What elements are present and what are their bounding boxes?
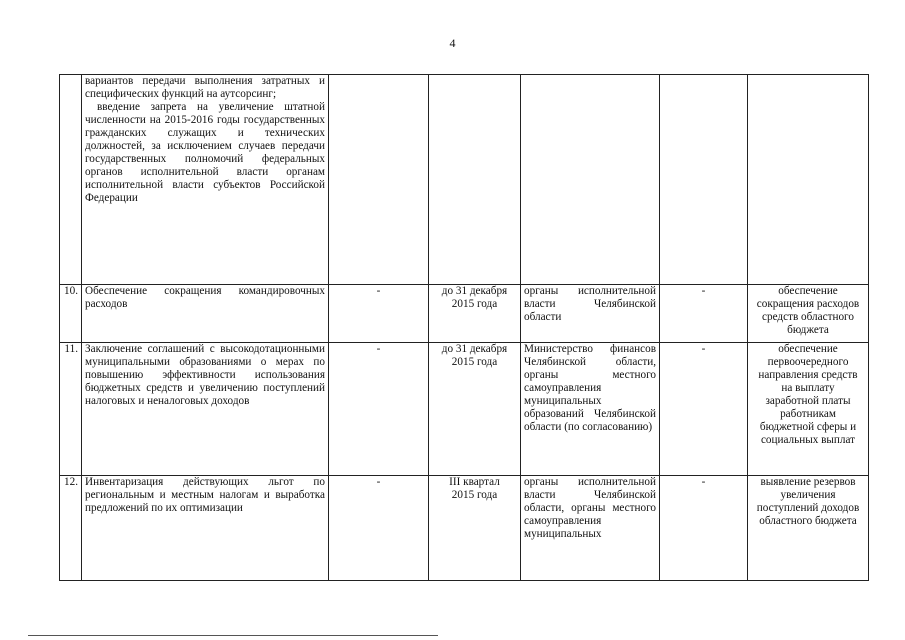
result-cell: обеспечение первоочередного направления средств на выплату заработной платы работникам бюджетной сферы и социальных выплат [748,343,869,476]
funding-cell [329,75,429,285]
term-cell [429,75,521,285]
action-cell: Обеспечение сокращения командировочных расходов [82,285,329,343]
term-cell: до 31 декабря 2015 года [429,343,521,476]
executor-cell: органы исполнительной власти Челябинской области, органы местного самоуправления муниципальных [521,476,660,581]
effect-cell: - [660,476,748,581]
table-row [60,285,869,343]
result-cell: выявление резервов увеличения поступлений доходов областного бюджета [748,476,869,581]
action-text-part: введение запрета на увеличение штатной численности на 2015-2016 годы государственных гражданских служащих и технических должностей, за исключением случаев передачи государственных полномочий федеральных органов исполнительной власти органам исполнительной власти субъектов Российской Федерации [85,101,325,204]
measures-table [59,74,869,581]
funding-cell: - [329,476,429,581]
table-row [60,75,869,285]
action-cell: Инвентаризация действующих льгот по региональным и местным налогам и выработка предложений по их оптимизации [82,476,329,581]
executor-cell: органы исполнительной власти Челябинской области [521,285,660,343]
table-row [60,476,869,581]
action-cell [82,75,329,285]
table-row [60,343,869,476]
row-number: 11. [60,343,82,476]
effect-cell: - [660,285,748,343]
executor-cell [521,75,660,285]
effect-cell [660,75,748,285]
executor-cell: Министерство финансов Челябинской области, органы местного самоуправления муниципальных образований Челябинской области (по согласованию) [521,343,660,476]
result-cell: обеспечение сокращения расходов средств областного бюджета [748,285,869,343]
action-cell: Заключение соглашений с высокодотационными муниципальными образованиями о мерах по повышению эффективности использования бюджетных средств и увеличению поступлений налоговых и неналоговых доходов [82,343,329,476]
page-number: 4 [449,36,456,50]
term-cell: III квартал 2015 года [429,476,521,581]
row-number: 12. [60,476,82,581]
footer-divider [28,635,438,636]
effect-cell: - [660,343,748,476]
funding-cell: - [329,285,429,343]
action-text-part: вариантов передачи выполнения затратных и специфических функций на аутсорсинг; [85,75,325,100]
term-cell: до 31 декабря 2015 года [429,285,521,343]
result-cell [748,75,869,285]
funding-cell: - [329,343,429,476]
row-number [60,75,82,285]
row-number: 10. [60,285,82,343]
